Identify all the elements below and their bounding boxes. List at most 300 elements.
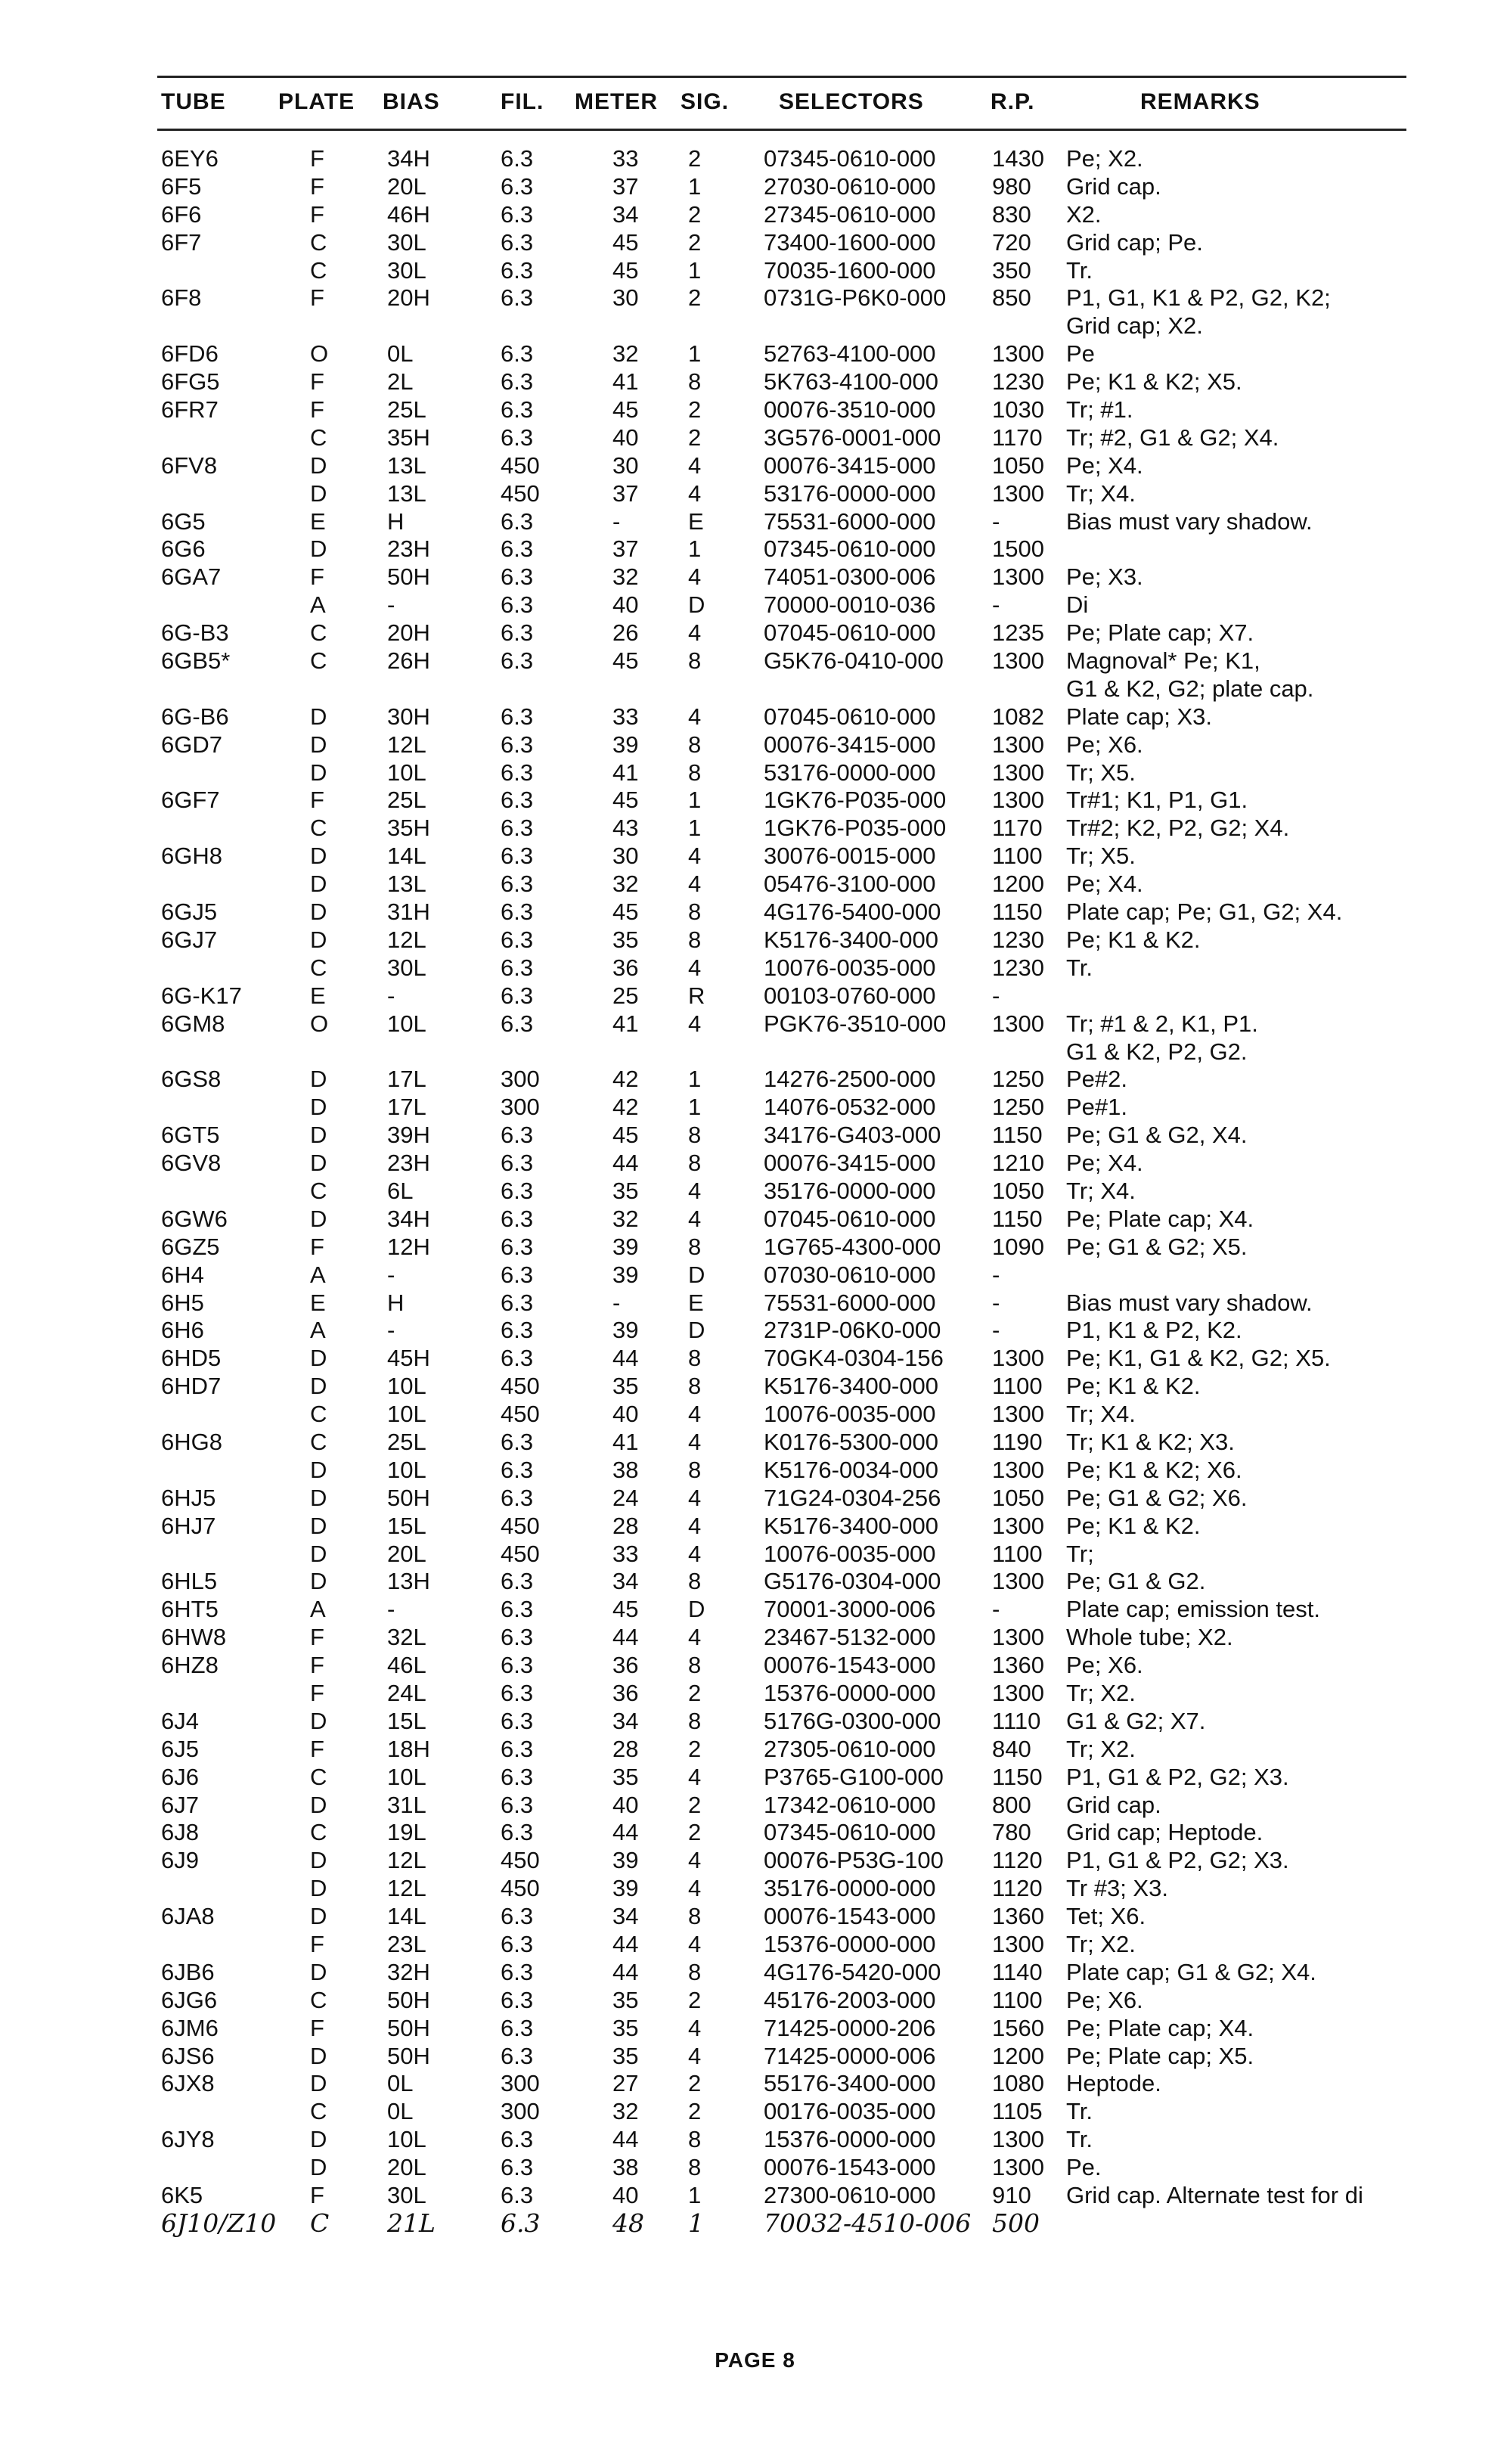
cell-plate: D	[310, 1903, 327, 1930]
cell-fil: 300	[501, 1066, 540, 1093]
table-row	[0, 619, 1510, 647]
cell-sig: 4	[688, 1931, 702, 1957]
cell-sel: K5176-0034-000	[764, 1456, 938, 1483]
cell-sel: 71425-0000-006	[764, 2042, 936, 2069]
cell-tube: 6FG5	[161, 368, 220, 396]
cell-bias: 12L	[387, 1875, 426, 1902]
table-row	[0, 1541, 1510, 1569]
cell-sel: 00076-3415-000	[764, 452, 936, 479]
cell-rp: 1560	[992, 2014, 1044, 2041]
cell-tube: 6J10/Z10	[161, 2208, 277, 2238]
cell-rp: 830	[992, 200, 1031, 228]
cell-meter: 35	[612, 2014, 639, 2041]
cell-bias: 39H	[387, 1122, 430, 1149]
cell-plate: F	[310, 1624, 324, 1651]
cell-tube: 6HD7	[161, 1373, 222, 1400]
cell-sig: 1	[688, 1094, 702, 1121]
cell-plate: D	[310, 2126, 327, 2153]
cell-rem: Pe; X2.	[1066, 145, 1143, 172]
cell-fil: 6.3	[501, 563, 534, 591]
cell-rem: Tr; X5.	[1066, 759, 1136, 786]
cell-bias: 12L	[387, 1847, 426, 1874]
table-row	[0, 1094, 1510, 1122]
cell-sig: D	[688, 591, 705, 619]
cell-meter: 40	[612, 2182, 639, 2209]
cell-sig: E	[688, 507, 704, 535]
cell-rem: Grid cap; Heptode.	[1066, 1819, 1264, 1846]
cell-rem: Heptode.	[1066, 2070, 1161, 2097]
cell-sel: 27300-0610-000	[764, 2182, 936, 2209]
cell-sig: 2	[688, 228, 702, 256]
cell-rp: 1090	[992, 1233, 1044, 1260]
cell-meter: 45	[612, 647, 639, 675]
cell-rem: Pe; K1, G1 & K2, G2; X5.	[1066, 1345, 1331, 1372]
cell-rem: Whole tube; X2.	[1066, 1624, 1233, 1651]
cell-bias: 23L	[387, 1931, 426, 1957]
cell-plate: F	[310, 1652, 324, 1679]
table-row	[0, 229, 1510, 257]
cell-fil: 6.3	[501, 2208, 541, 2238]
cell-sig: 8	[688, 1568, 702, 1595]
cell-sig: 8	[688, 1958, 702, 1985]
table-row	[0, 1624, 1510, 1652]
cell-fil: 6.3	[501, 2182, 534, 2209]
cell-bias: 30L	[387, 256, 426, 284]
cell-tube: 6GT5	[161, 1122, 220, 1149]
cell-plate: E	[310, 1289, 326, 1316]
cell-fil: 6.3	[501, 1707, 534, 1734]
cell-fil: 6.3	[501, 1791, 534, 1818]
cell-tube: 6HG8	[161, 1428, 222, 1455]
cell-fil: 6.3	[501, 256, 534, 284]
cell-rp: -	[992, 982, 1000, 1009]
cell-meter: 44	[612, 1819, 639, 1846]
cell-tube: 6J5	[161, 1735, 199, 1762]
cell-sig: 8	[688, 731, 702, 758]
cell-sel: K5176-3400-000	[764, 1512, 938, 1539]
cell-sig: 1	[688, 340, 702, 368]
cell-fil: 6.3	[501, 982, 534, 1009]
cell-sel: 75531-6000-000	[764, 1289, 936, 1316]
table-row	[0, 145, 1510, 173]
cell-plate: F	[310, 1233, 324, 1260]
cell-sig: 8	[688, 2126, 702, 2153]
cell-fil: 6.3	[501, 368, 534, 396]
cell-fil: 6.3	[501, 1624, 534, 1651]
cell-fil: 6.3	[501, 1596, 534, 1623]
cell-sel: 00076-3415-000	[764, 731, 936, 758]
cell-bias: 12L	[387, 926, 426, 953]
cell-fil: 6.3	[501, 2014, 534, 2041]
cell-tube: 6G-B6	[161, 703, 229, 730]
cell-sel: 14276-2500-000	[764, 1066, 936, 1093]
cell-sig: 8	[688, 368, 702, 396]
table-row	[0, 1234, 1510, 1261]
cell-sel: 70035-1600-000	[764, 256, 936, 284]
cell-rp: 1300	[992, 1512, 1044, 1539]
cell-tube: 6GH8	[161, 843, 222, 870]
table-row	[0, 201, 1510, 229]
cell-meter: 33	[612, 1540, 639, 1567]
table-header	[0, 85, 1510, 123]
table-row	[0, 368, 1510, 396]
cell-tube: 6GM8	[161, 1010, 225, 1037]
cell-plate: C	[310, 815, 327, 842]
cell-tube: 6GA7	[161, 563, 222, 591]
cell-rem: Pe; X6.	[1066, 1652, 1143, 1679]
cell-rp: 1030	[992, 396, 1044, 424]
table-row	[0, 1875, 1510, 1903]
cell-meter: 40	[612, 1401, 639, 1428]
cell-tube: 6HT5	[161, 1596, 219, 1623]
cell-rp: 1300	[992, 647, 1044, 675]
cell-sig: 4	[688, 843, 702, 870]
cell-meter: 40	[612, 424, 639, 451]
cell-plate: C	[310, 2098, 327, 2125]
cell-tube: 6GZ5	[161, 1233, 220, 1260]
cell-sig: 8	[688, 1652, 702, 1679]
cell-sig: 8	[688, 1456, 702, 1483]
cell-bias: 30L	[387, 228, 426, 256]
cell-fil: 6.3	[501, 507, 534, 535]
cell-sig: 8	[688, 1233, 702, 1260]
cell-sel: 75531-6000-000	[764, 507, 936, 535]
cell-fil: 6.3	[501, 731, 534, 758]
header-plate: PLATE	[278, 89, 355, 114]
cell-fil: 6.3	[501, 1456, 534, 1483]
cell-rp: 1105	[992, 2098, 1043, 2125]
cell-meter: 32	[612, 870, 639, 898]
cell-fil: 6.3	[501, 619, 534, 647]
cell-rem: Tr; X5.	[1066, 843, 1136, 870]
cell-rem: Plate cap; emission test.	[1066, 1596, 1320, 1623]
cell-bias: 10L	[387, 1456, 426, 1483]
cell-fil: 6.3	[501, 870, 534, 898]
cell-rp: 1050	[992, 1177, 1044, 1204]
cell-sig: 4	[688, 452, 702, 479]
cell-sig: 2	[688, 1986, 702, 2013]
cell-rem: Pe; G1 & G2.	[1066, 1568, 1206, 1595]
cell-rem: Bias must vary shadow.	[1066, 1289, 1313, 1316]
cell-rem: Tr; #1.	[1066, 396, 1133, 424]
table-row	[0, 1150, 1510, 1178]
table-row	[0, 1987, 1510, 2015]
cell-rem: Tr;	[1066, 1540, 1094, 1567]
cell-tube: 6EY6	[161, 145, 219, 172]
cell-rem: Tr; X2.	[1066, 1735, 1136, 1762]
cell-bias: 30L	[387, 2182, 426, 2209]
cell-tube: 6JA8	[161, 1903, 215, 1930]
cell-rp: 1300	[992, 759, 1044, 786]
cell-tube: 6GB5*	[161, 647, 231, 675]
cell-fil: 6.3	[501, 759, 534, 786]
cell-meter: 41	[612, 1010, 639, 1037]
cell-sel: 30076-0015-000	[764, 843, 936, 870]
tube-table-body	[0, 145, 1510, 2238]
cell-rem: P1, K1 & P2, K2.	[1066, 1317, 1242, 1344]
cell-plate: C	[310, 1763, 327, 1790]
cell-rem: Tr; X2.	[1066, 1679, 1136, 1706]
cell-sel: 70GK4-0304-156	[764, 1345, 944, 1372]
cell-rem: Tr#1; K1, P1, G1.	[1066, 787, 1248, 814]
table-row	[0, 1178, 1510, 1206]
cell-tube: 6K5	[161, 2182, 203, 2209]
cell-fil: 6.3	[501, 1652, 534, 1679]
cell-rp: 500	[992, 2208, 1040, 2238]
cell-fil: 6.3	[501, 1568, 534, 1595]
cell-rp: 980	[992, 172, 1031, 200]
cell-plate: C	[310, 1986, 327, 2013]
cell-sig: 8	[688, 647, 702, 675]
cell-meter: 32	[612, 340, 639, 368]
cell-tube: 6H4	[161, 1261, 204, 1288]
cell-fil: 6.3	[501, 898, 534, 926]
cell-bias: -	[387, 1261, 395, 1288]
cell-bias: 17L	[387, 1066, 426, 1093]
cell-rem: Magnoval* Pe; K1,	[1066, 647, 1260, 675]
cell-meter: 24	[612, 1484, 639, 1511]
cell-rp: -	[992, 1261, 1000, 1288]
cell-tube: 6JX8	[161, 2070, 215, 2097]
cell-sel: 07045-0610-000	[764, 1205, 936, 1232]
cell-rp: 1082	[992, 703, 1044, 730]
cell-meter: 44	[612, 1624, 639, 1651]
cell-tube: 6HL5	[161, 1568, 218, 1595]
cell-rem: Tr; K1 & K2; X3.	[1066, 1428, 1235, 1455]
cell-rem: G1 & K2, P2, G2.	[1066, 1038, 1248, 1065]
cell-fil: 6.3	[501, 843, 534, 870]
cell-rp: 1120	[992, 1847, 1043, 1874]
cell-fil: 6.3	[501, 145, 534, 172]
cell-sig: D	[688, 1261, 705, 1288]
cell-rem: Grid cap.	[1066, 172, 1161, 200]
cell-meter: 34	[612, 1707, 639, 1734]
cell-sel: 10076-0035-000	[764, 1540, 936, 1567]
cell-sel: 00076-1543-000	[764, 1652, 936, 1679]
cell-sel: 73400-1600-000	[764, 228, 936, 256]
table-row	[0, 1010, 1510, 1038]
table-row	[0, 1038, 1510, 1066]
cell-meter: 30	[612, 843, 639, 870]
table-row	[0, 257, 1510, 285]
cell-rp: 1300	[992, 731, 1044, 758]
cell-rem: G1 & G2; X7.	[1066, 1707, 1206, 1734]
cell-tube: 6FR7	[161, 396, 219, 424]
cell-plate: F	[310, 200, 324, 228]
table-row	[0, 396, 1510, 424]
table-row	[0, 452, 1510, 480]
cell-plate: F	[310, 396, 324, 424]
cell-plate: D	[310, 870, 327, 898]
cell-sel: 45176-2003-000	[764, 1986, 936, 2013]
cell-sig: 2	[688, 1735, 702, 1762]
cell-rp: 1200	[992, 2042, 1044, 2069]
cell-plate: D	[310, 479, 327, 507]
cell-sig: 4	[688, 1401, 702, 1428]
cell-tube: 6G-B3	[161, 619, 229, 647]
cell-fil: 6.3	[501, 1819, 534, 1846]
cell-rem: Pe; X3.	[1066, 563, 1143, 591]
cell-sel: 27305-0610-000	[764, 1735, 936, 1762]
cell-sig: 8	[688, 759, 702, 786]
cell-rp: 1300	[992, 2154, 1044, 2181]
cell-bias: 13L	[387, 870, 426, 898]
table-row	[0, 2070, 1510, 2098]
cell-plate: F	[310, 368, 324, 396]
cell-plate: C	[310, 228, 327, 256]
cell-meter: 35	[612, 1177, 639, 1204]
cell-fil: 6.3	[501, 1205, 534, 1232]
cell-meter: 33	[612, 145, 639, 172]
cell-fil: 6.3	[501, 1484, 534, 1511]
cell-meter: 25	[612, 982, 639, 1009]
cell-rem: Tr; #1 & 2, K1, P1.	[1066, 1010, 1258, 1037]
cell-sel: 00076-3415-000	[764, 1150, 936, 1177]
cell-bias: 50H	[387, 1986, 430, 2013]
cell-fil: 6.3	[501, 284, 534, 312]
table-row	[0, 2126, 1510, 2154]
table-row	[0, 982, 1510, 1010]
cell-rp: 1300	[992, 1401, 1044, 1428]
cell-tube: 6G6	[161, 535, 206, 563]
cell-sel: 34176-G403-000	[764, 1122, 941, 1149]
cell-plate: D	[310, 1958, 327, 1985]
table-row	[0, 1317, 1510, 1345]
cell-sig: R	[688, 982, 705, 1009]
cell-meter: 36	[612, 1652, 639, 1679]
cell-rp: 1300	[992, 1679, 1044, 1706]
cell-meter: 45	[612, 1596, 639, 1623]
cell-plate: D	[310, 1066, 327, 1093]
cell-tube: 6J6	[161, 1763, 199, 1790]
cell-rp: 1210	[992, 1150, 1044, 1177]
cell-sel: 35176-0000-000	[764, 1177, 936, 1204]
cell-sel: 07030-0610-000	[764, 1261, 936, 1288]
table-row	[0, 535, 1510, 563]
cell-sig: 2	[688, 1819, 702, 1846]
cell-sel: 10076-0035-000	[764, 954, 936, 981]
cell-fil: 6.3	[501, 424, 534, 451]
cell-bias: 0L	[387, 2098, 414, 2125]
cell-rp: 780	[992, 1819, 1031, 1846]
cell-tube: 6JB6	[161, 1958, 215, 1985]
cell-sel: 14076-0532-000	[764, 1094, 936, 1121]
cell-meter: 38	[612, 1456, 639, 1483]
cell-plate: D	[310, 1122, 327, 1149]
cell-bias: 10L	[387, 1763, 426, 1790]
cell-sel: 15376-0000-000	[764, 1931, 936, 1957]
cell-fil: 300	[501, 2070, 540, 2097]
cell-sig: 4	[688, 2014, 702, 2041]
cell-sel: G5K76-0410-000	[764, 647, 944, 675]
table-row	[0, 1596, 1510, 1624]
cell-meter: 41	[612, 368, 639, 396]
cell-rp: 1230	[992, 954, 1044, 981]
cell-rp: 1100	[992, 843, 1043, 870]
cell-plate: D	[310, 1707, 327, 1734]
cell-meter: 37	[612, 535, 639, 563]
table-row	[0, 1401, 1510, 1429]
cell-bias: -	[387, 982, 395, 1009]
handwritten-row	[0, 2210, 1510, 2238]
cell-sig: 8	[688, 1707, 702, 1734]
cell-bias: 19L	[387, 1819, 426, 1846]
cell-fil: 6.3	[501, 1261, 534, 1288]
cell-meter: 28	[612, 1735, 639, 1762]
table-row	[0, 1652, 1510, 1680]
table-row	[0, 843, 1510, 870]
cell-bias: 10L	[387, 1373, 426, 1400]
cell-sig: 2	[688, 2070, 702, 2097]
cell-meter: 45	[612, 228, 639, 256]
cell-rem: Pe#1.	[1066, 1094, 1128, 1121]
cell-fil: 6.3	[501, 1735, 534, 1762]
cell-rem: Pe; X6.	[1066, 1986, 1143, 2013]
cell-bias: 10L	[387, 2126, 426, 2153]
cell-sel: PGK76-3510-000	[764, 1010, 947, 1037]
cell-sel: 00076-P53G-100	[764, 1847, 944, 1874]
cell-plate: A	[310, 591, 326, 619]
table-row	[0, 1959, 1510, 1987]
cell-bias: 10L	[387, 759, 426, 786]
cell-bias: 10L	[387, 1010, 426, 1037]
cell-rem: Pe	[1066, 340, 1095, 368]
cell-sel: 70032-4510-006	[764, 2208, 972, 2238]
cell-sel: 70001-3000-006	[764, 1596, 936, 1623]
cell-rp: -	[992, 1596, 1000, 1623]
cell-fil: 300	[501, 2098, 540, 2125]
cell-plate: D	[310, 926, 327, 953]
cell-bias: 12L	[387, 731, 426, 758]
cell-plate: C	[310, 619, 327, 647]
cell-rem: P1, G1 & P2, G2; X3.	[1066, 1847, 1289, 1874]
cell-plate: D	[310, 1150, 327, 1177]
table-row	[0, 1708, 1510, 1736]
cell-meter: 37	[612, 479, 639, 507]
cell-plate: D	[310, 1512, 327, 1539]
cell-plate: F	[310, 145, 324, 172]
cell-plate: D	[310, 1568, 327, 1595]
cell-meter: 36	[612, 954, 639, 981]
table-row	[0, 2154, 1510, 2182]
table-row	[0, 1289, 1510, 1317]
cell-rem: Plate cap; Pe; G1, G2; X4.	[1066, 898, 1343, 926]
cell-rem: Pe.	[1066, 2154, 1102, 2181]
cell-rp: 1140	[992, 1958, 1043, 1985]
cell-meter: 41	[612, 759, 639, 786]
cell-bias: 20L	[387, 172, 426, 200]
cell-rem: Tr#2; K2, P2, G2; X4.	[1066, 815, 1290, 842]
cell-fil: 6.3	[501, 200, 534, 228]
cell-sel: 71G24-0304-256	[764, 1484, 941, 1511]
cell-sel: 10076-0035-000	[764, 1401, 936, 1428]
cell-plate: D	[310, 1875, 327, 1902]
cell-tube: 6H6	[161, 1317, 204, 1344]
cell-sel: 15376-0000-000	[764, 2126, 936, 2153]
cell-rem: Tr; X2.	[1066, 1931, 1136, 1957]
cell-rp: 840	[992, 1735, 1031, 1762]
table-row	[0, 173, 1510, 201]
cell-rp: 1200	[992, 870, 1044, 898]
cell-plate: D	[310, 452, 327, 479]
cell-meter: 39	[612, 731, 639, 758]
cell-meter: 26	[612, 619, 639, 647]
cell-fil: 6.3	[501, 340, 534, 368]
cell-rp: 1250	[992, 1094, 1044, 1121]
cell-sig: D	[688, 1596, 705, 1623]
cell-rem: Pe#2.	[1066, 1066, 1128, 1093]
cell-sig: 2	[688, 424, 702, 451]
